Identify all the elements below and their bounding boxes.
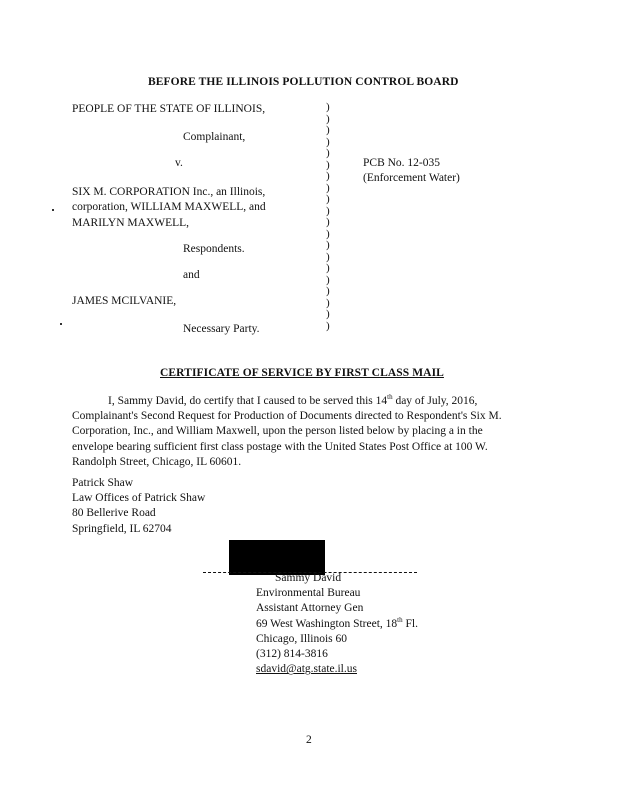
signer-phone: (312) 814-3816 xyxy=(256,648,328,661)
paren: ) xyxy=(326,319,330,332)
signature-block xyxy=(256,586,418,678)
paren: ) xyxy=(326,216,330,228)
scan-speck xyxy=(60,323,62,325)
signer-street-sup: th xyxy=(397,615,403,624)
paren: ) xyxy=(326,181,330,194)
board-heading: BEFORE THE ILLINOIS POLLUTION CONTROL BOARD xyxy=(148,76,459,88)
paren: ) xyxy=(326,204,330,217)
signer-street-text: 69 West Washington Street, 18 xyxy=(256,617,398,630)
body-line-4: envelope bearing sufficient first class postage with the United States Post Office at 100 W. xyxy=(72,440,488,453)
signer-email-link[interactable]: sdavid@atg.state.il.us xyxy=(256,663,357,676)
paren: ) xyxy=(326,250,330,263)
paren: ) xyxy=(326,239,330,251)
paren: ) xyxy=(326,193,330,205)
page-number: 2 xyxy=(306,734,312,746)
body-line-1-tail: day of July, 2016, xyxy=(392,395,478,407)
signer-title: Assistant Attorney Gen xyxy=(256,602,364,615)
plaintiff-name: PEOPLE OF THE STATE OF ILLINOIS, xyxy=(72,103,266,115)
paren: ) xyxy=(326,124,330,136)
complainant-label: Complainant, xyxy=(183,131,246,143)
paren: ) xyxy=(326,135,330,148)
redacted-signature xyxy=(229,540,325,575)
paren: ) xyxy=(326,262,330,274)
signer-street-tail: Fl. xyxy=(402,617,418,630)
body-line-3: Corporation, Inc., and William Maxwell, upon the person listed below by placing a in the xyxy=(72,425,483,438)
respondents-line-3: MARILYN MAXWELL, xyxy=(72,216,190,229)
necessary-party-label: Necessary Party. xyxy=(183,323,260,335)
respondents-label: Respondents. xyxy=(183,243,245,255)
versus-label: v. xyxy=(175,157,183,169)
scan-speck xyxy=(52,209,54,211)
paren: ) xyxy=(326,296,330,309)
recipient-line-1: Patrick Shaw xyxy=(72,477,134,489)
caption-parenthesis-column xyxy=(326,102,336,332)
paren: ) xyxy=(326,112,330,125)
body-line-1-text: I, Sammy David, do certify that I caused to be served this 14 xyxy=(108,395,388,407)
respondents-block xyxy=(72,185,266,231)
signer-bureau: Environmental Bureau xyxy=(256,587,361,599)
paren: ) xyxy=(326,273,330,286)
recipient-line-2: Law Offices of Patrick Shaw xyxy=(72,492,206,505)
respondents-line-1: SIX M. CORPORATION Inc., an Illinois, xyxy=(72,186,266,198)
certificate-title: CERTIFICATE OF SERVICE BY FIRST CLASS MAIL xyxy=(160,367,444,379)
paren: ) xyxy=(326,158,330,171)
signer-city: Chicago, Illinois 60 xyxy=(256,632,348,645)
signer-street xyxy=(256,617,418,632)
paren: ) xyxy=(326,147,330,159)
body-line-2: Complainant's Second Request for Production of Documents directed to Respondent's Six M. xyxy=(72,410,502,423)
recipient-line-4: Springfield, IL 62704 xyxy=(72,522,172,535)
recipient-line-3: 80 Bellerive Road xyxy=(72,507,156,520)
paren: ) xyxy=(326,170,330,182)
paren: ) xyxy=(326,227,330,240)
body-line-5: Randolph Street, Chicago, IL 60601. xyxy=(72,455,242,468)
body-line-1 xyxy=(72,394,512,409)
recipient-address xyxy=(72,476,205,537)
certificate-body xyxy=(72,394,512,470)
body-line-1-sup: th xyxy=(387,393,393,402)
paren: ) xyxy=(326,308,330,320)
and-label: and xyxy=(183,269,200,281)
necessary-party-name: JAMES MCILVANIE, xyxy=(72,295,177,307)
case-number: PCB No. 12-035 xyxy=(363,157,440,169)
respondents-line-2: corporation, WILLIAM MAXWELL, and xyxy=(72,201,266,214)
paren: ) xyxy=(326,101,330,113)
case-type: (Enforcement Water) xyxy=(363,172,460,184)
signer-name: Sammy David xyxy=(275,572,342,584)
paren: ) xyxy=(326,285,330,297)
